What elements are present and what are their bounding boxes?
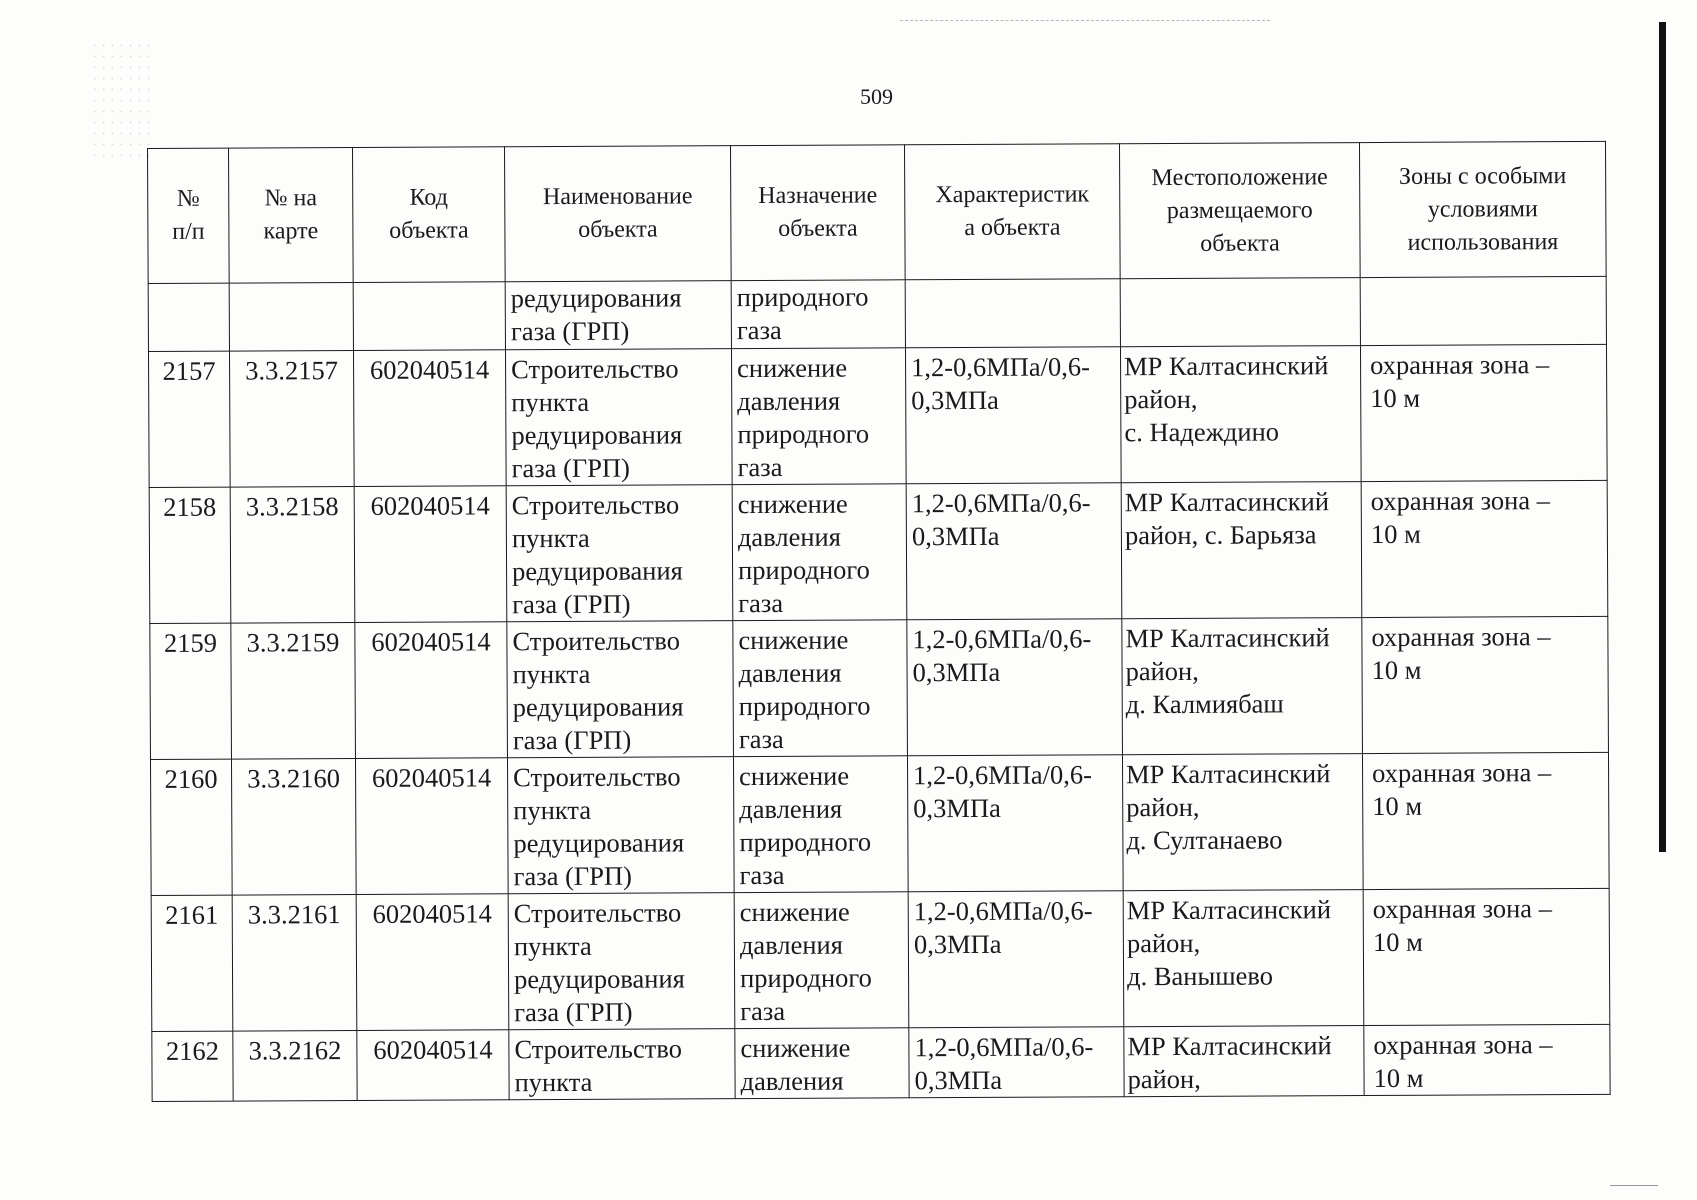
cell-line: 0,3МПа	[911, 520, 1000, 552]
cell-line: газа	[736, 314, 782, 346]
cell-line: Строительство	[513, 897, 682, 929]
cell-map-number: 3.3.2160	[231, 758, 356, 895]
page-number: 509	[860, 84, 893, 109]
cell-object-name	[506, 485, 733, 622]
cell-line: природного	[739, 826, 872, 858]
cell-line: МР Калтасинский	[1124, 350, 1329, 382]
cell-object-characteristic	[907, 619, 1123, 756]
cell-line: с. Надеждино	[1124, 416, 1280, 448]
header-line: объекта	[389, 217, 469, 244]
cell-line: редуцирования	[513, 963, 685, 995]
cell-object-characteristic	[905, 347, 1121, 484]
cell-map-number: 3.3.2158	[230, 486, 355, 623]
cell-line: МР Калтасинский	[1125, 622, 1330, 654]
header-line: Наименование	[542, 183, 693, 211]
cell-map-number: 3.3.2161	[232, 894, 357, 1031]
cell-line: давления	[738, 657, 842, 689]
header-object-name	[504, 146, 731, 282]
cell-num	[148, 283, 229, 351]
header-line: объекта	[578, 216, 658, 243]
header-line: Местоположение	[1151, 163, 1328, 191]
cell-line: природного	[737, 554, 870, 586]
cell-line: д. Султанаево	[1126, 824, 1283, 856]
cell-line: 10 м	[1372, 926, 1423, 958]
cell-line: 0,3МПа	[913, 928, 1002, 960]
header-line: п/п	[172, 218, 205, 245]
cell-object-name	[508, 893, 735, 1030]
cell-special-zone	[1364, 1024, 1610, 1095]
cell-line: редуцирования	[511, 419, 683, 451]
cell-line: редуцирования	[510, 282, 682, 314]
cell-line: природного	[739, 962, 872, 994]
cell-line: МР Калтасинский	[1127, 1030, 1332, 1062]
cell-line: 0,3МПа	[913, 792, 1001, 824]
cell-line: д. Калмиябаш	[1125, 688, 1284, 720]
cell-line: МР Калтасинский	[1124, 486, 1330, 518]
cell-object-location	[1122, 618, 1363, 755]
cell-line: охранная зона –	[1371, 621, 1551, 653]
scan-speckles	[90, 40, 150, 160]
table-row-continuation	[148, 276, 1606, 351]
header-object-purpose	[730, 145, 905, 281]
cell-object-code: 602040514	[357, 1030, 509, 1101]
cell-map-number: 3.3.2159	[231, 622, 356, 759]
cell-line: Строительство	[512, 625, 680, 657]
cell-line: редуцирования	[513, 827, 685, 859]
cell-line: Строительство	[511, 489, 680, 521]
cell-object-purpose	[733, 756, 908, 893]
header-line: Зоны с особыми	[1398, 162, 1567, 190]
cell-line: 10 м	[1370, 518, 1421, 550]
cell-line: газа (ГРП)	[514, 996, 633, 1028]
cell-line: снижение	[739, 760, 850, 792]
cell-num: 2159	[150, 623, 232, 759]
cell-object-code: 602040514	[356, 894, 509, 1031]
cell-object-purpose	[731, 348, 906, 485]
cell-line: Строительство	[513, 761, 681, 793]
cell-line: газа	[739, 859, 785, 891]
cell-num: 2161	[151, 895, 233, 1031]
cell-line: 1,2-0,6МПа/0,6-	[914, 1031, 1094, 1063]
cell-line: природного	[736, 281, 869, 313]
cell-line: 0,3МПа	[912, 656, 1001, 688]
cell-line: давления	[739, 929, 843, 961]
cell-object-characteristic	[905, 279, 1120, 348]
cell-line: пункта	[512, 658, 591, 690]
header-line: Код	[409, 184, 448, 211]
cell-line: МР Калтасинский	[1125, 758, 1331, 790]
cell-special-zone	[1360, 344, 1607, 481]
cell-line: район, с. Барьяза	[1124, 519, 1317, 551]
cell-line: район,	[1127, 1063, 1201, 1095]
cell-special-zone	[1362, 752, 1609, 889]
table-row	[152, 1024, 1610, 1101]
header-num	[148, 148, 230, 283]
cell-object-location	[1120, 346, 1361, 483]
cell-line: д. Ванышево	[1126, 960, 1274, 992]
header-map-number	[229, 147, 354, 283]
cell-num: 2157	[148, 351, 230, 487]
cell-line: газа (ГРП)	[513, 860, 632, 892]
cell-line: давления	[737, 385, 841, 417]
scan-artifact-line-bottom	[1610, 1185, 1658, 1186]
cell-object-location	[1123, 890, 1364, 1027]
cell-object-characteristic	[907, 755, 1123, 892]
header-line: объекта	[778, 215, 858, 242]
cell-num: 2162	[152, 1031, 233, 1101]
cell-line: 1,2-0,6МПа/0,6-	[911, 487, 1091, 519]
cell-line: охранная зона –	[1372, 893, 1552, 925]
cell-line: снижение	[737, 352, 848, 384]
header-special-zones	[1359, 141, 1606, 277]
table-row	[149, 480, 1608, 623]
cell-object-purpose	[734, 892, 909, 1029]
cell-line: природного	[738, 690, 871, 722]
header-line: условиями	[1427, 195, 1538, 223]
cell-object-purpose	[733, 620, 908, 757]
cell-object-code: 602040514	[354, 486, 507, 623]
scan-edge-bar	[1659, 22, 1666, 852]
cell-special-zone	[1363, 888, 1610, 1025]
cell-special-zone	[1360, 276, 1606, 345]
cell-num: 2158	[149, 487, 231, 623]
cell-line: снижение	[737, 488, 848, 520]
cell-line: пункта	[513, 794, 592, 826]
cell-line: газа (ГРП)	[510, 315, 630, 347]
cell-line: охранная зона –	[1370, 485, 1550, 517]
cell-line: газа (ГРП)	[511, 452, 630, 484]
cell-object-name	[505, 281, 731, 350]
cell-object-location	[1121, 482, 1362, 619]
header-line: № на	[264, 185, 318, 212]
cell-special-zone	[1362, 616, 1609, 753]
cell-line: 1,2-0,6МПа/0,6-	[912, 623, 1092, 655]
cell-line: район,	[1126, 791, 1200, 823]
cell-map-number: 3.3.2162	[233, 1030, 357, 1101]
cell-object-purpose	[731, 280, 905, 349]
cell-line: газа	[738, 587, 784, 619]
cell-line: снижение	[738, 624, 849, 656]
cell-line: снижение	[740, 1032, 851, 1064]
cell-line: охранная зона –	[1370, 349, 1550, 381]
cell-map-number: 3.3.2157	[229, 350, 354, 487]
cell-map-number	[229, 282, 353, 351]
cell-object-characteristic	[906, 483, 1122, 620]
cell-line: 10 м	[1372, 790, 1423, 822]
cell-object-name	[507, 621, 734, 758]
cell-line: газа	[738, 723, 784, 755]
cell-line: пункта	[514, 1066, 593, 1098]
cell-line: газа	[737, 451, 783, 483]
cell-line: 10 м	[1370, 382, 1421, 414]
header-object-code	[353, 147, 506, 283]
cell-object-purpose	[735, 1028, 909, 1099]
cell-line: пункта	[511, 386, 590, 418]
table-header-row	[148, 141, 1607, 283]
cell-line: 1,2-0,6МПа/0,6-	[911, 351, 1091, 383]
cell-object-characteristic	[909, 1027, 1124, 1098]
cell-line: газа (ГРП)	[512, 588, 631, 620]
table-row	[150, 752, 1609, 895]
cell-line: пункта	[513, 930, 592, 962]
cell-object-location	[1124, 1026, 1364, 1097]
cell-line: Строительство	[511, 353, 679, 385]
header-line: Назначение	[758, 182, 878, 210]
cell-line: редуцирования	[511, 555, 683, 587]
cell-object-name	[509, 1029, 735, 1100]
cell-line: район,	[1124, 383, 1198, 415]
cell-line: снижение	[739, 896, 850, 928]
cell-line: 1,2-0,6МПа/0,6-	[913, 895, 1093, 927]
header-object-characteristic	[904, 144, 1120, 280]
table-row	[151, 888, 1610, 1031]
cell-special-zone	[1361, 480, 1608, 617]
cell-line: МР Калтасинский	[1126, 894, 1332, 926]
cell-object-characteristic	[908, 891, 1124, 1028]
cell-num: 2160	[150, 759, 232, 895]
header-line: размещаемого	[1166, 196, 1313, 224]
header-line: Характеристик	[935, 181, 1090, 209]
cell-object-code: 602040514	[355, 622, 508, 759]
cell-line: охранная зона –	[1373, 1029, 1553, 1061]
cell-line: район,	[1126, 927, 1201, 959]
cell-object-location	[1122, 754, 1363, 891]
table-row	[150, 616, 1609, 759]
cell-object-code: 602040514	[355, 758, 508, 895]
cell-line: 0,3МПа	[911, 384, 999, 416]
header-object-location	[1119, 143, 1360, 279]
cell-line: редуцирования	[512, 691, 684, 723]
cell-line: 10 м	[1371, 654, 1422, 686]
cell-line: 0,3МПа	[914, 1064, 1003, 1096]
table-row	[148, 344, 1607, 487]
cell-line: 1,2-0,6МПа/0,6-	[913, 759, 1093, 791]
cell-object-purpose	[732, 484, 907, 621]
cell-line: давления	[739, 793, 843, 825]
header-line: использования	[1407, 228, 1559, 256]
cell-line: давления	[737, 521, 841, 553]
cell-line: район,	[1125, 655, 1199, 687]
cell-line: давления	[740, 1065, 844, 1097]
header-line: карте	[263, 218, 319, 245]
cell-line: охранная зона –	[1371, 757, 1552, 789]
cell-object-name	[505, 349, 732, 486]
cell-line: пункта	[511, 522, 590, 554]
cell-line: газа (ГРП)	[512, 724, 632, 756]
header-line: а объекта	[964, 214, 1061, 242]
scan-artifact-line	[900, 20, 1270, 22]
cell-line: газа	[740, 995, 786, 1027]
cell-line: Строительство	[514, 1033, 682, 1065]
header-line: №	[176, 185, 200, 212]
cell-line: природного	[737, 418, 870, 450]
header-line: объекта	[1200, 229, 1280, 257]
objects-table	[147, 141, 1611, 1102]
cell-object-name	[507, 757, 734, 894]
cell-line: 10 м	[1373, 1062, 1424, 1094]
cell-object-code: 602040514	[353, 350, 506, 487]
cell-object-location	[1120, 278, 1360, 347]
cell-object-code	[353, 282, 505, 351]
